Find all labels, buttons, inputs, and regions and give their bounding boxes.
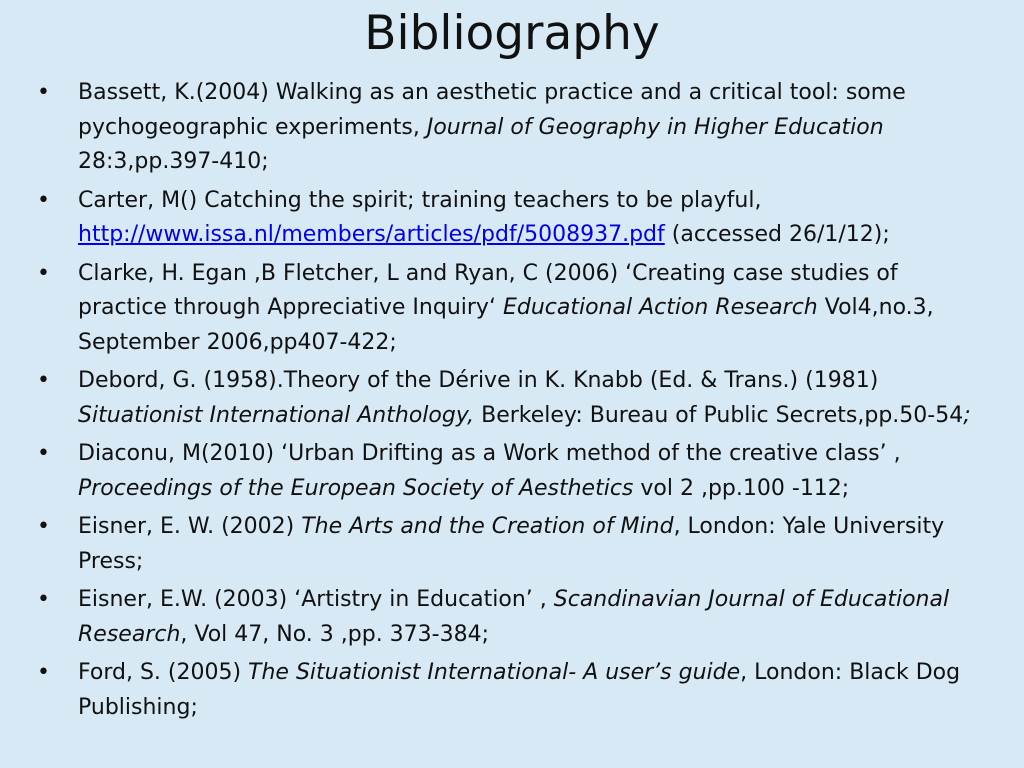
- entry-text: Berkeley: Bureau of Public Secrets,pp.50-54: [474, 402, 964, 428]
- bullet-icon: •: [37, 587, 50, 612]
- bibliography-entry: [0, 656, 1024, 725]
- bullet-icon: •: [37, 514, 50, 539]
- entry-journal: Scandinavian Journal of Educational Research: [78, 587, 950, 647]
- slide-title: Bibliography: [364, 6, 660, 61]
- entry-text: Carter, M() Catching the spirit; training teachers to be playful,: [78, 187, 762, 213]
- entry-text: 28:3,pp.397-410;: [78, 149, 269, 174]
- entry-text: , London: Yale University Press;: [78, 514, 945, 574]
- bibliography-entry: [0, 257, 1024, 361]
- bibliography-entry: [0, 510, 1024, 579]
- entry-book: The Situationist International- A user’s guide: [248, 660, 741, 685]
- bullet-icon: •: [37, 187, 50, 213]
- bullet-icon: •: [37, 368, 50, 393]
- bibliography-entry: [0, 583, 1024, 652]
- entry-text: , London: Black Dog Publishing;: [78, 660, 961, 720]
- entry-text: Debord, G. (1958).Theory of the Dérive in K. Knabb (Ed. & Trans.) (1981): [78, 368, 879, 393]
- entry-journal: Educational Action Research: [502, 295, 818, 320]
- entry-link[interactable]: http://www.issa.nl/members/articles/pdf/5008937.pdf: [78, 222, 665, 247]
- entry-text: Bassett, K.(2004) Walking as an aesthetic practice and a critical tool: some pychogeographic experiments,: [78, 80, 906, 140]
- entry-text: (accessed 26/1/12);: [664, 222, 890, 247]
- bibliography-entry: [0, 437, 1024, 506]
- entry-journal: Proceedings of the European Society of Aesthetics: [78, 475, 634, 501]
- bullet-icon: •: [37, 441, 50, 466]
- bullet-icon: •: [37, 80, 50, 105]
- entry-text: Clarke, H. Egan ,B Fletcher, L and Ryan, C (2006) ‘Creating case studies of practice through Appreciative Inquiry‘: [78, 260, 898, 320]
- entry-text: , Vol 47, No. 3 ,pp. 373-384;: [180, 621, 490, 647]
- bullet-icon: •: [37, 660, 50, 685]
- entry-text: ;: [963, 402, 971, 428]
- entry-text: Vol4,no.3, September 2006,pp407-422;: [78, 295, 934, 355]
- entry-text: Eisner, E.W. (2003) ‘Artistry in Education’ ,: [78, 587, 554, 612]
- bibliography-list: [0, 76, 1024, 729]
- bullet-icon: •: [37, 260, 50, 286]
- entry-text: Ford, S. (2005): [78, 660, 249, 685]
- entry-text: Eisner, E. W. (2002): [78, 514, 302, 539]
- entry-book: Situationist International Anthology,: [78, 402, 475, 428]
- bibliography-entry: [0, 76, 1024, 180]
- entry-journal: Journal of Geography in Higher Education: [426, 114, 884, 140]
- bibliography-entry: [0, 184, 1024, 253]
- entry-text: vol 2 ,pp.100 -112;: [633, 475, 850, 501]
- bibliography-entry: [0, 364, 1024, 433]
- entry-book: The Arts and the Creation of Mind: [301, 514, 674, 539]
- entry-text: Diaconu, M(2010) ‘Urban Drifting as a Work method of the creative class’ ,: [78, 441, 901, 466]
